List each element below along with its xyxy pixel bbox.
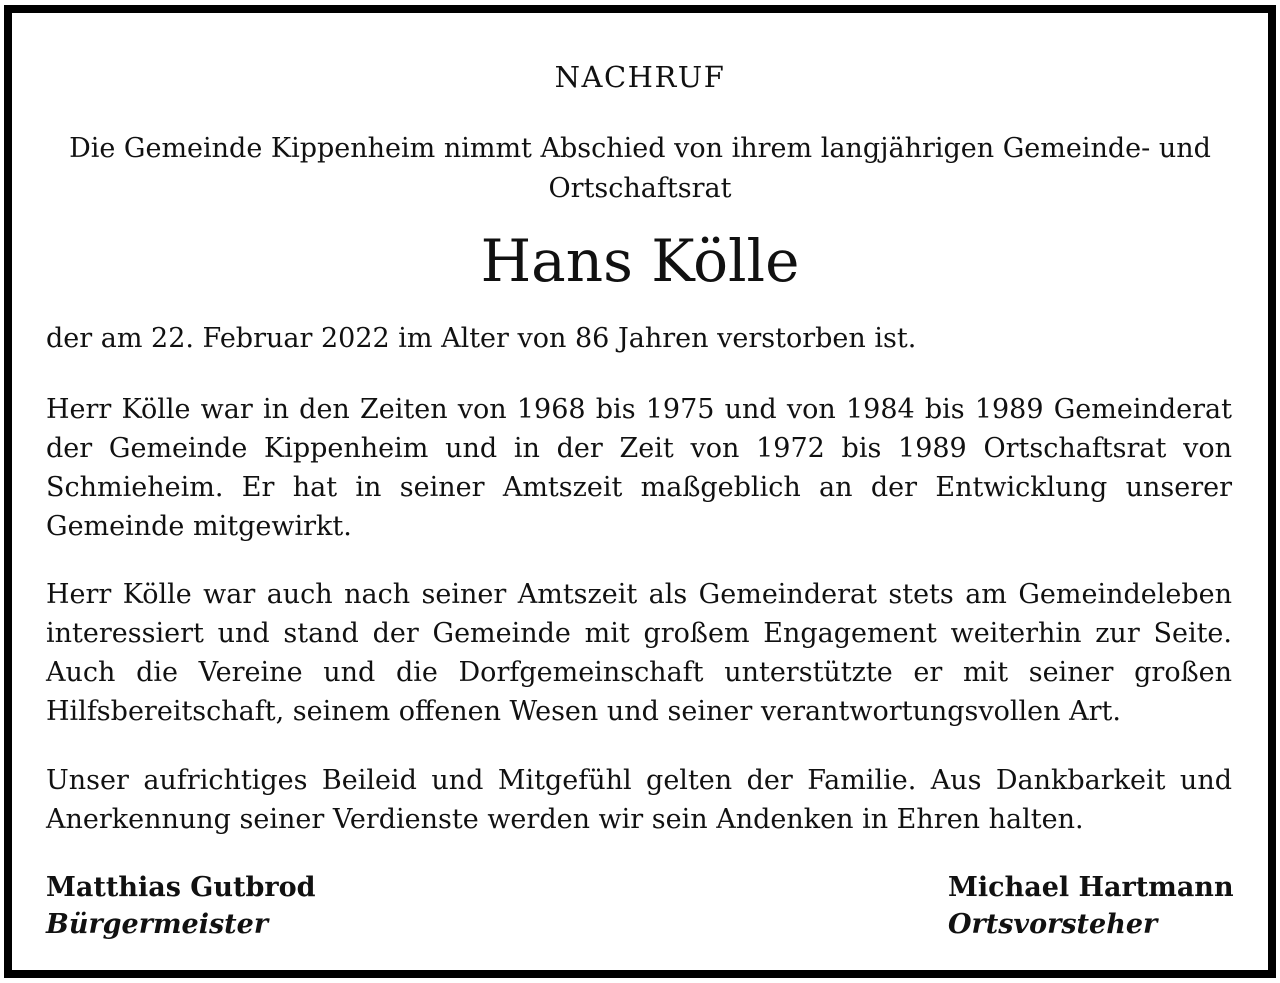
signatory-name: Michael Hartmann [948,872,1234,903]
paragraph-condolence: Unser aufrichtiges Beileid und Mitgefühl gelten der Familie. Aus Dankbarkeit und Anerkennung seiner Verdienste werden wir sein Andenken in Ehren halten. [46,765,1232,835]
signatory-role: Bürgermeister [46,909,269,940]
notice-heading: NACHRUF [554,60,726,94]
signature-local-chief [948,869,1234,943]
paragraph-engagement: Herr Kölle war auch nach seiner Amtszeit als Gemeinderat stets am Gemeindeleben interessiert und stand der Gemeinde mit großem Engagement weiterhin zur Seite. Auch die Vereine und die Dorfgemeinschaft unterstützte er mit seiner großen Hilfsbereitschaft, seinem offenen Wesen und seiner verantwortungsvollen Art. [46,579,1232,727]
signature-mayor [46,869,315,943]
deceased-name: Hans Kölle [480,227,800,295]
paragraph-death-date: der am 22. Februar 2022 im Alter von 86 Jahren verstorben ist. [46,323,917,354]
signatory-role: Ortsvorsteher [948,909,1158,940]
paragraph-career: Herr Kölle war in den Zeiten von 1968 bis 1975 und von 1984 bis 1989 Gemeinderat der Gemeinde Kippenheim und in der Zeit von 1972 bis 1989 Ortschaftsrat von Schmieheim. Er hat in seiner Amtszeit maßgeblich an der Entwicklung unserer Gemeinde mitgewirkt. [46,394,1232,542]
signatory-name: Matthias Gutbrod [46,872,316,903]
obituary-notice [4,5,1276,978]
intro-text: Die Gemeinde Kippenheim nimmt Abschied von ihrem langjährigen Gemeinde- und Ortschaftsrat [69,133,1211,204]
